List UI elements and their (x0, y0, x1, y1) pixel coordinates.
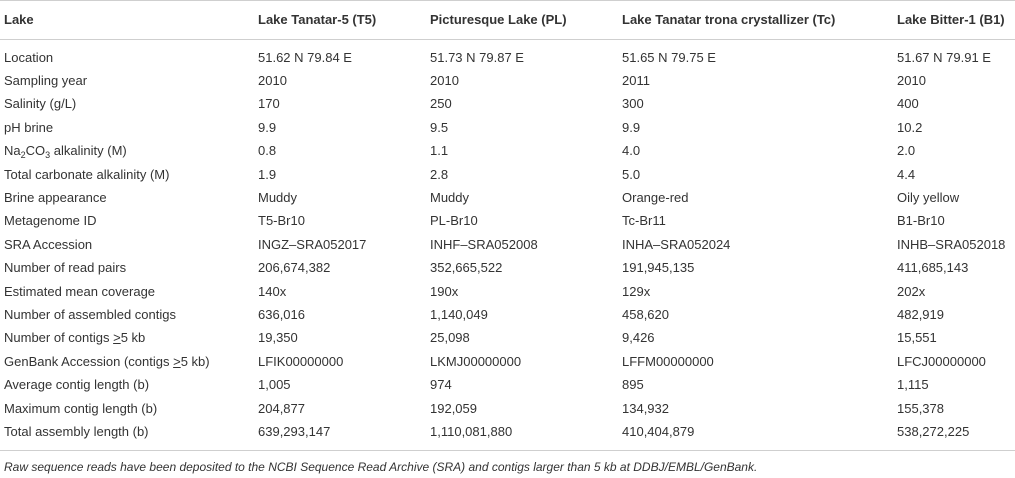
cell: 140x (258, 283, 287, 299)
cell: INGZ–SRA052017 (258, 236, 367, 252)
cell: 9.5 (430, 119, 449, 135)
label-part: alkalinity (M) (50, 143, 127, 159)
row-label: Location (4, 49, 54, 65)
cell: 190x (430, 283, 459, 299)
cell: LFIK00000000 (258, 353, 344, 369)
cell: INHF–SRA052008 (430, 236, 538, 252)
table-row (0, 140, 1015, 163)
cell: 1,005 (258, 377, 291, 393)
table-row (0, 420, 1015, 450)
cell: 1,115 (897, 377, 929, 393)
cell: 895 (622, 377, 644, 393)
cell: 19,350 (258, 330, 298, 346)
cell: 1,140,049 (430, 306, 488, 322)
cell: Oily yellow (897, 190, 960, 206)
row-label: Number of assembled contigs (4, 306, 176, 322)
table-row (0, 93, 1015, 116)
cell: LFCJ00000000 (897, 353, 986, 369)
subscript: 3 (45, 150, 51, 161)
row-label: SRA Accession (4, 236, 93, 252)
cell: 4.0 (622, 143, 641, 159)
row-label: Number of read pairs (4, 260, 127, 276)
cell: 411,685,143 (897, 260, 969, 276)
table-row (0, 116, 1015, 139)
header-cell-lake: Lake (4, 12, 34, 27)
cell: 1,110,081,880 (430, 423, 513, 439)
cell: 1.9 (258, 166, 277, 182)
ge-symbol: > (173, 353, 181, 369)
table-row (0, 373, 1015, 396)
cell: 206,674,382 (258, 260, 331, 276)
table-row (0, 186, 1015, 209)
cell: Tc-Br11 (622, 213, 666, 229)
cell: 2.8 (430, 166, 449, 182)
header-row (0, 1, 1015, 40)
cell: 191,945,135 (622, 260, 695, 276)
header-cell-b1: Lake Bitter-1 (B1) (897, 12, 1005, 27)
cell: 204,877 (258, 400, 305, 416)
cell: 410,404,879 (622, 423, 695, 439)
table-row (0, 163, 1015, 186)
table-row (0, 280, 1015, 303)
row-label: Salinity (g/L) (4, 96, 77, 112)
cell: 2.0 (897, 143, 916, 159)
row-label (0, 140, 254, 163)
cell: 300 (622, 96, 644, 112)
label-part: CO (25, 143, 46, 159)
table-row (0, 257, 1015, 280)
row-label (0, 327, 254, 350)
row-label: Metagenome ID (4, 213, 97, 229)
cell: 129x (622, 283, 651, 299)
cell: B1-Br10 (897, 213, 945, 229)
row-label (0, 350, 254, 373)
cell: 134,932 (622, 400, 669, 416)
cell: 538,272,225 (897, 423, 970, 439)
cell: PL-Br10 (430, 213, 478, 229)
cell: INHA–SRA052024 (622, 236, 731, 252)
cell: 51.62 N 79.84 E (258, 49, 352, 65)
cell: 15,551 (897, 330, 937, 346)
cell: LKMJ00000000 (430, 353, 522, 369)
cell: Muddy (430, 190, 470, 206)
label-part: GenBank Accession (contigs (4, 353, 174, 369)
cell: 51.73 N 79.87 E (430, 49, 524, 65)
cell: 482,919 (897, 306, 944, 322)
cell: 51.65 N 79.75 E (622, 49, 716, 65)
row-label: Total assembly length (b) (4, 423, 149, 439)
cell: 5.0 (622, 166, 641, 182)
cell: 974 (430, 377, 452, 393)
cell: Muddy (258, 190, 298, 206)
table-row (0, 350, 1015, 373)
cell: T5-Br10 (258, 213, 305, 229)
row-label: Total carbonate alkalinity (M) (4, 166, 170, 182)
cell: 2011 (622, 73, 650, 89)
table-row (0, 40, 1015, 70)
row-label: Average contig length (b) (4, 377, 150, 393)
label-part: Na (4, 143, 21, 159)
row-label: pH brine (4, 119, 54, 135)
cell: 51.67 N 79.91 E (897, 49, 991, 65)
label-part: Number of contigs (4, 330, 114, 346)
header-cell-t5: Lake Tanatar-5 (T5) (258, 12, 377, 27)
table-row (0, 303, 1015, 326)
cell: 400 (897, 96, 919, 112)
cell: 155,378 (897, 400, 944, 416)
cell: Orange-red (622, 190, 689, 206)
row-label: Brine appearance (4, 190, 107, 206)
cell: 2010 (897, 73, 926, 89)
ge-symbol: > (113, 330, 121, 346)
cell: LFFM00000000 (622, 353, 714, 369)
cell: 2010 (258, 73, 287, 89)
table-row (0, 397, 1015, 420)
cell: 352,665,522 (430, 260, 503, 276)
cell: 250 (430, 96, 452, 112)
cell: 458,620 (622, 306, 669, 322)
table-footnote: Raw sequence reads have been deposited to the NCBI Sequence Read Archive (SRA) and contigs larger than 5 kb at DDBJ/EMBL/GenBank. (4, 460, 758, 474)
cell: 202x (897, 283, 926, 299)
table-row (0, 210, 1015, 233)
cell: 10.2 (897, 119, 923, 135)
label-part: 5 kb (120, 330, 146, 346)
cell: 9.9 (258, 119, 277, 135)
cell: 25,098 (430, 330, 470, 346)
subscript: 2 (20, 150, 26, 161)
table-row (0, 69, 1015, 92)
cell: 0.8 (258, 143, 277, 159)
cell: 9,426 (622, 330, 655, 346)
cell: 9.9 (622, 119, 641, 135)
row-label: Estimated mean coverage (4, 283, 156, 299)
cell: 636,016 (258, 306, 305, 322)
table-row (0, 327, 1015, 350)
row-label: Sampling year (4, 73, 88, 89)
cell: 1.1 (430, 143, 449, 159)
cell: 192,059 (430, 400, 477, 416)
label-part: 5 kb) (180, 353, 210, 369)
header-cell-pl: Picturesque Lake (PL) (430, 12, 567, 27)
table-row (0, 233, 1015, 256)
cell: 170 (258, 96, 280, 112)
cell: INHB–SRA052018 (897, 236, 1006, 252)
header-cell-tc: Lake Tanatar trona crystallizer (Tc) (622, 12, 836, 27)
cell: 639,293,147 (258, 423, 331, 439)
cell: 4.4 (897, 166, 916, 182)
cell: 2010 (430, 73, 459, 89)
row-label: Maximum contig length (b) (4, 400, 158, 416)
